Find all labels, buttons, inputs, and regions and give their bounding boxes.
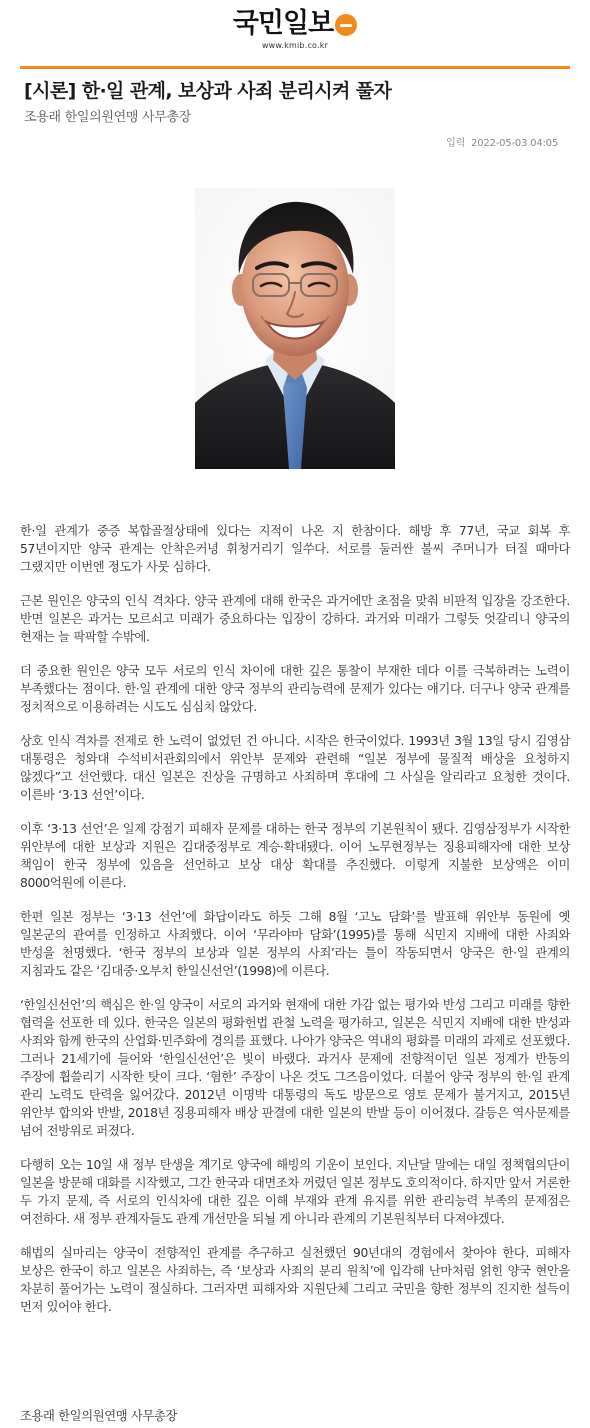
header-divider	[20, 66, 570, 69]
article-paragraph: 근본 원인은 양국의 인식 격차다. 양국 관계에 대해 한국은 과거에만 초점을 맞춰 비판적 입장을 강조한다. 반면 일본은 과거는 모르쇠고 미래가 중요하다는 입장이 강하다. 과거와 미래가 그렇듯 엇갈리니 양국의 현재는 늘 팍팍할 수밖에.	[20, 594, 570, 644]
masthead	[0, 8, 590, 50]
article-title: [시론] 한·일 관계, 보상과 사죄 분리시켜 풀자	[24, 80, 392, 102]
article-paragraph: 더 중요한 원인은 양국 모두 서로의 인식 차이에 대한 깊은 통찰이 부재한 데다 이를 극복하려는 노력이 부족했다는 점이다. 한·일 관계에 대한 양국 정부의 관리능력에 문제가 있다는 얘기다. 더구나 양국 관계를 정치적으로 이용하려는 시도도 심심치 않았다.	[20, 664, 570, 714]
author-byline: 조용래 한일의원연맹 사무총장	[20, 1409, 177, 1423]
article-body	[20, 522, 570, 1332]
article-paragraph: ‘한일신선언’의 핵심은 한·일 양국이 서로의 과거와 현재에 대한 가감 없는 평가와 반성 그리고 미래를 향한 협력을 선포한 데 있다. 한국은 일본의 평화헌법 관철 노력을 평가하고, 일본은 식민지 지배에 대한 반성과 사죄와 함께 한국의 산업화·민주화에 경의를 표했다. 나아가 양국은 역내의 평화를 미래의 과제로 선포했다. 그러나 21세기에 들어와 ‘한일신선언’은 빛이 바랬다. 과거사 문제에 전향적이던 일본 정계가 반동의 주장에 휩쓸리기 시작한 탓이 크다. ‘혐한’ 주장이 나온 것도 그즈음이었다. 더불어 양국 정부의 한·일 관계 관리 노력도 탄력을 잃어갔다. 2012년 이명박 대통령의 독도 방문으로 영토 문제가 불거지고, 2015년 위안부 합의와 반발, 2018년 징용피해자 배상 판결에 대한 일본의 반발 등이 이어졌다. 갈등은 역사문제를 넘어 전방위로 퍼졌다.	[20, 998, 570, 1138]
article-paragraph: 상호 인식 격차를 전제로 한 노력이 없었던 건 아니다. 시작은 한국이었다. 1993년 3월 13일 당시 김영삼 대통령은 청와대 수석비서관회의에서 위안부 문제와 관련해 “일본 정부에 물질적 배상을 요청하지 않겠다”고 선언했다. 대신 일본은 진상을 규명하고 사죄하며 후대에 그 사실을 알리라고 요청한 것이다. 이른바 ‘3·13 선언’이다.	[20, 734, 570, 802]
article-paragraph: 한편 일본 정부는 ‘3·13 선언’에 화답이라도 하듯 그해 8월 ‘고노 담화’를 발표해 위안부 동원에 옛 일본군의 관여를 인정하고 사죄했다. 이어 ‘무라야마 담화’(1995)를 통해 식민지 지배에 대한 사죄와 반성을 천명했다. ‘한국 정부의 보상과 일본 정부의 사죄’라는 틀이 작동되면서 양국은 한·일 관계의 지침과도 같은 ‘김대중·오부치 한일신선언’(1998)에 이른다.	[20, 910, 570, 978]
author-portrait-icon	[195, 188, 395, 469]
site-url[interactable]: www.kmib.co.kr	[261, 41, 329, 50]
site-logo-text: 국민일보	[232, 8, 334, 39]
article-subtitle: 조용래 한일의원연맹 사무총장	[24, 110, 192, 125]
article-paragraph: 이후 ‘3·13 선언’은 일제 강점기 피해자 문제를 대하는 한국 정부의 기본원칙이 됐다. 김영삼정부가 시작한 위안부에 대한 보상과 지원은 김대중정부로 계승·확대됐다. 이어 노무현정부는 징용피해자에 대한 보상 책임이 한국 정부에 있음을 선언하고 보상 대상 확대를 추진했다. 이렇게 지불한 보상액은 이미 8000억원에 이른다.	[20, 822, 570, 890]
article-paragraph: 해법의 실마리는 양국이 전향적인 관계를 추구하고 실천했던 90년대의 경험에서 찾아야 한다. 피해자 보상은 한국이 하고 일본은 사죄하는, 즉 ‘보상과 사죄의 분리 원칙’에 입각해 난마처럼 얽힌 양국 현안을 차분히 풀어가는 노력이 절실하다. 그러자면 피해자와 지원단체 그리고 국민을 향한 정부의 진지한 설득이 먼저 있어야 한다.	[20, 1246, 570, 1314]
publish-datetime: 2022-05-03 04:05	[471, 138, 558, 149]
logo-mark-icon	[335, 14, 357, 36]
publish-label: 입력	[446, 138, 466, 149]
author-portrait-photo	[195, 188, 395, 469]
article-paragraph: 한·일 관계가 중증 복합골절상태에 있다는 지적이 나온 지 한참이다. 해방 후 77년, 국교 회복 후 57년이지만 양국 관계는 안착은커녕 휘청거리기 일쑤다. 서로를 둘러싼 불씨 주머니가 터질 때마다 그랬지만 이번엔 정도가 사뭇 심하다.	[20, 524, 570, 574]
site-logo[interactable]	[233, 8, 357, 40]
article-paragraph: 다행히 오는 10일 새 정부 탄생을 계기로 양국에 해빙의 기운이 보인다. 지난달 말에는 대일 정책협의단이 일본을 방문해 대화를 시작했고, 그간 한국과 대면조차 꺼렸던 일본 정부도 호의적이다. 하지만 앞서 거론한 두 가지 문제, 즉 서로의 인식차에 대한 깊은 이해 부재와 관계 유지를 위한 관리능력 부족의 문제점은 여전하다. 새 정부 관계자들도 관계 개선만을 되뇔 게 아니라 관계의 기본원칙부터 다져야겠다.	[20, 1158, 570, 1226]
publish-info	[446, 134, 558, 149]
